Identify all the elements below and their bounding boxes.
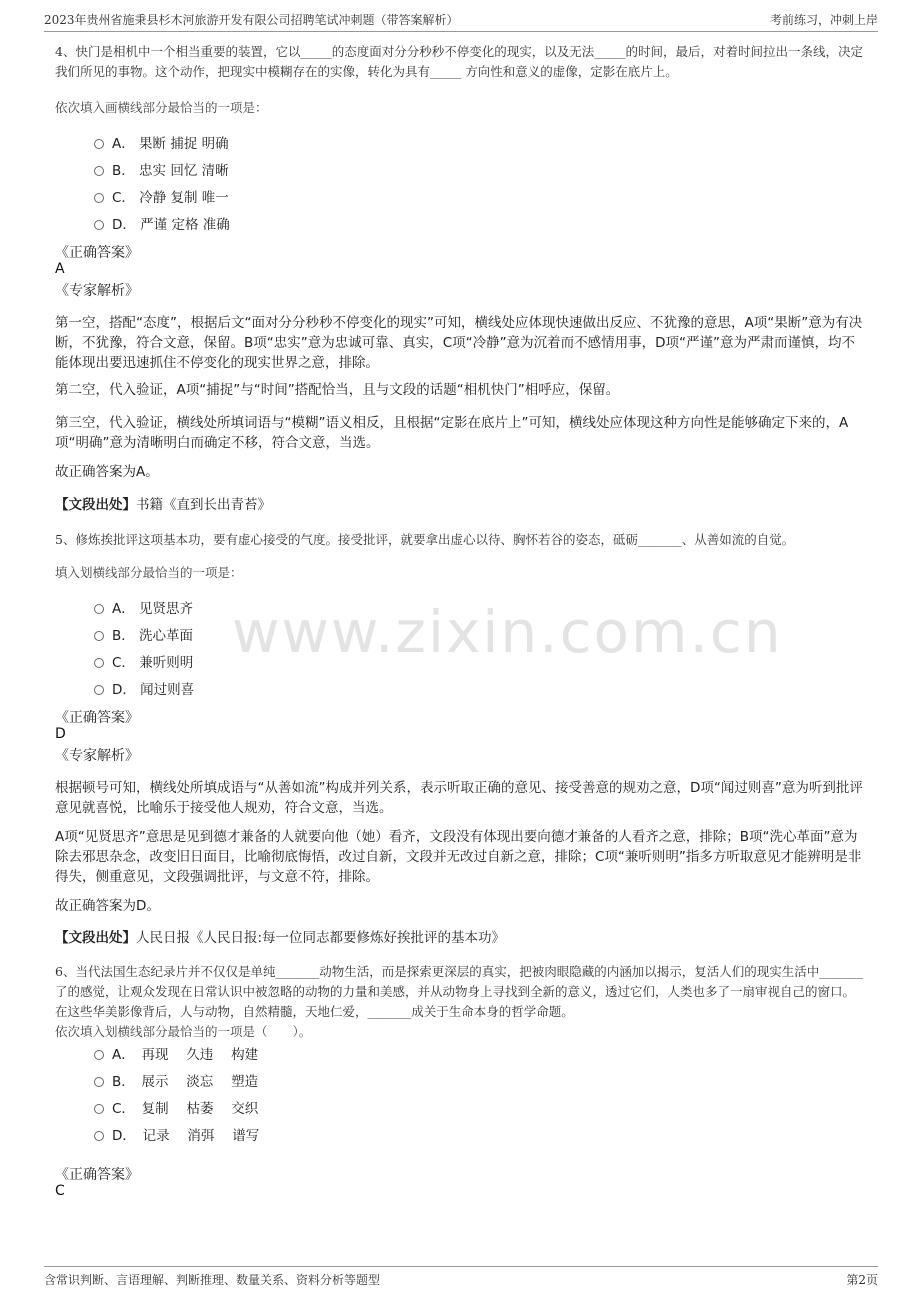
q4-option-a[interactable]: A． 果断 捕捉 明确 — [94, 132, 229, 152]
radio-icon[interactable] — [94, 658, 104, 668]
radio-icon[interactable] — [94, 685, 104, 695]
question-4-prompt: 依次填入画横线部分最恰当的一项是： — [55, 100, 268, 115]
radio-icon[interactable] — [94, 139, 104, 149]
q5-answer: D — [55, 726, 66, 742]
header-title: 2023年贵州省施秉县杉木河旅游开发有限公司招聘笔试冲刺题（带答案解析） — [44, 12, 459, 27]
radio-icon[interactable] — [94, 1050, 104, 1060]
header-divider — [44, 31, 878, 32]
radio-icon[interactable] — [94, 193, 104, 203]
q5-answer-label: 《正确答案》 — [55, 710, 139, 726]
q4-analysis-label: 《专家解析》 — [55, 283, 139, 299]
footer-divider — [44, 1266, 878, 1267]
q4-option-d[interactable]: D． 严谨 定格 准确 — [94, 213, 230, 233]
question-6-prompt: 依次填入划横线部分最恰当的一项是（ ）。 — [55, 1024, 312, 1039]
question-4-text: 4、快门是相机中一个相当重要的装置，它以_____的态度面对分分秒秒不停变化的现实，以及无法_____的时间，最后，对着时间拉出一条线，决定我们所见的事物。这个动作，把现实中模糊存在的实像，转化为具有_____ 方向性和意义的虚像，定影在底片上。 — [55, 44, 863, 79]
watermark: www.zixin.com.cn — [232, 598, 783, 666]
page-footer — [44, 1270, 878, 1288]
radio-icon[interactable] — [94, 166, 104, 176]
radio-icon[interactable] — [94, 631, 104, 641]
q6-answer-label: 《正确答案》 — [55, 1167, 139, 1183]
q5-analysis-p2: A项“见贤思齐”意思是见到德才兼备的人就要向他（她）看齐，文段没有体现出要向德才兼备的人看齐之意，排除；B项“洗心革面”意为除去邪思杂念，改变旧日面目，比喻彻底悔悟，改过自新，文段并无改过自新之意，排除；C项“兼听则明”指多方听取意见才能辨明是非得失，侧重意见，文段强调批评，与文意不符，排除。 — [55, 829, 862, 885]
question-5-text: 5、修炼挨批评这项基本功，要有虚心接受的气度。接受批评，就要拿出虚心以待、胸怀若谷的姿态，砥砺_______、从善如流的自觉。 — [55, 532, 795, 547]
q4-source: 【文段出处】书籍《直到长出青苔》 — [55, 497, 271, 513]
q4-analysis-p3: 第三空，代入验证，横线处所填词语与“模糊”语义相反，且根据“定影在底片上”可知，横线处应体现这种方向性是能够确定下来的，A项“明确”意为清晰明白而确定不移，符合文意，当选。 — [55, 415, 849, 451]
q5-option-b[interactable]: B． 洗心革面 — [94, 624, 193, 644]
radio-icon[interactable] — [94, 1077, 104, 1087]
radio-icon[interactable] — [94, 604, 104, 614]
q6-option-a[interactable]: A． 再现 久违 构建 — [94, 1043, 258, 1063]
question-6-text: 6、当代法国生态纪录片并不仅仅是单纯_______动物生活，而是探索更深层的真实，把被肉眼隐藏的内涵加以揭示，复活人们的现实生活中_______了的感觉，让观众发现在日常认识中被忽略的动物的力量和美感，并从动物身上寻找到全新的意义，透过它们，人类也多了一扇审视自己的窗口。在这些华美影像背后，人与动物，自然精髓，天地仁爱，_______成关于生命本身的哲学命题。 — [55, 964, 863, 1019]
q4-analysis-p1: 第一空，搭配“态度”，根据后文“面对分分秒秒不停变化的现实”可知，横线处应体现快速做出反应、不犹豫的意思，A项“果断”意为有决断，不犹豫，符合文意，保留。B项“忠实”意为忠诚可靠、真实，C项“冷静”意为沉着而不感情用事，D项“严谨”意为严肃而谨慎，均不能体现出要迅速抓住不停变化的现实世界之意，排除。 — [55, 315, 863, 371]
q4-analysis-p2: 第二空，代入验证，A项“捕捉”与“时间”搭配恰当，且与文段的话题“相机快门”相呼应，保留。 — [55, 382, 620, 398]
footer-description: 含常识判断、言语理解、判断推理、数量关系、资料分析等题型 — [44, 1272, 381, 1287]
q4-option-b[interactable]: B． 忠实 回忆 清晰 — [94, 159, 229, 179]
q4-answer: A — [55, 261, 65, 277]
q6-option-c[interactable]: C． 复制 枯萎 交织 — [94, 1097, 258, 1117]
page-header — [44, 10, 878, 28]
question-5-prompt: 填入划横线部分最恰当的一项是： — [55, 565, 243, 580]
q6-option-b[interactable]: B． 展示 淡忘 塑造 — [94, 1070, 258, 1090]
q6-answer: C — [55, 1183, 65, 1199]
radio-icon[interactable] — [94, 1104, 104, 1114]
q5-option-d[interactable]: D． 闻过则喜 — [94, 678, 194, 698]
q5-analysis-label: 《专家解析》 — [55, 748, 139, 764]
radio-icon[interactable] — [94, 1131, 104, 1141]
q4-analysis-p4: 故正确答案为A。 — [55, 464, 159, 480]
q4-option-c[interactable]: C． 冷静 复制 唯一 — [94, 186, 229, 206]
q4-answer-label: 《正确答案》 — [55, 245, 139, 261]
q6-option-d[interactable]: D． 记录 消弭 谱写 — [94, 1124, 259, 1144]
q5-analysis-p1: 根据顿号可知，横线处所填成语与“从善如流”构成并列关系，表示听取正确的意见、接受善意的规劝之意，D项“闻过则喜”意为听到批评意见就喜悦，比喻乐于接受他人规劝，符合文意，当选。 — [55, 780, 863, 816]
radio-icon[interactable] — [94, 220, 104, 230]
page-number: 第2页 — [846, 1272, 878, 1287]
q5-option-c[interactable]: C． 兼听则明 — [94, 651, 193, 671]
header-slogan: 考前练习，冲刺上岸 — [769, 12, 878, 27]
q5-option-a[interactable]: A． 见贤思齐 — [94, 597, 193, 617]
q5-analysis-p3: 故正确答案为D。 — [55, 898, 160, 914]
q5-source: 【文段出处】人民日报《人民日报:每一位同志都要修炼好挨批评的基本功》 — [55, 930, 506, 946]
